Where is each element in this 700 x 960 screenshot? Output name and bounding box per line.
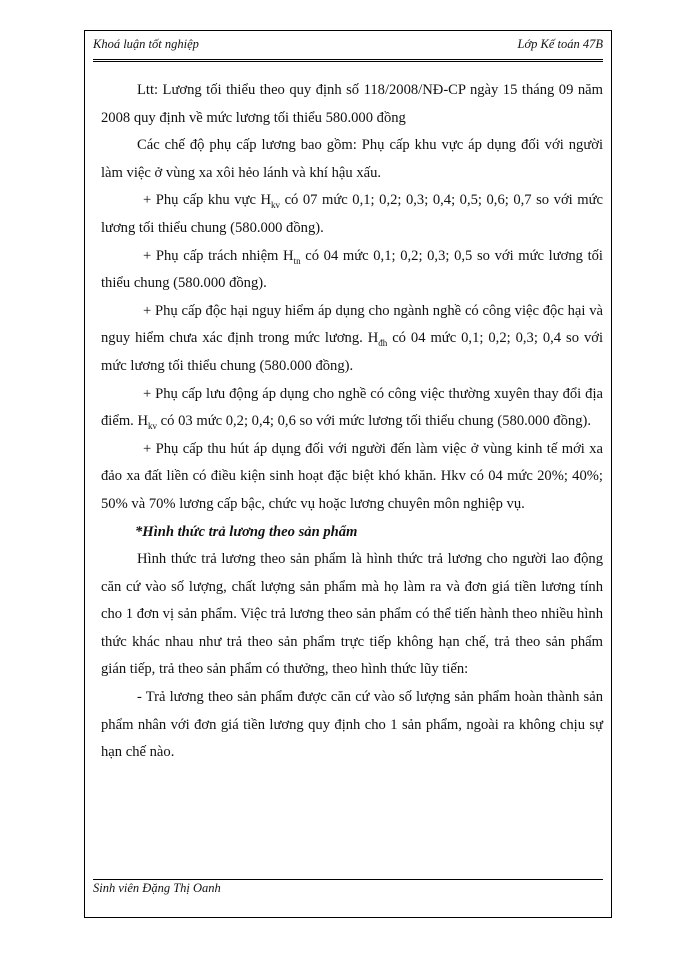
footer-student-name: Sinh viên Đặng Thị Oanh xyxy=(93,881,221,895)
document-page xyxy=(84,30,612,918)
paragraph-minimum-wage: Ltt: Lương tối thiểu theo quy định số 118/2008/NĐ-CP ngày 15 tháng 09 năm 2008 quy định về mức lương tối thiểu 580.000 đồng xyxy=(101,82,603,126)
header-thesis-title: Khoá luận tốt nghiệp xyxy=(93,37,199,51)
footer-divider xyxy=(93,879,603,880)
paragraph-responsibility-allowance: + Phụ cấp trách nhiệm $H_{tn}$ có 04 mức 0,1; 0,2; 0,3; 0,5 so với mức lương tối thiểu chung (580.000 đồng). xyxy=(101,247,603,292)
paragraph-attraction-allowance: + Phụ cấp thu hút áp dụng đối với người đến làm việc ở vùng kinh tế mới xa đảo xa đất liền có điều kiện sinh hoạt đặc biệt khó khăn. Hkv có 04 mức 20%; 40%; 50% và 70% lương cấp bậc, chức vụ hoặc lương chuyên môn nghiệp vụ. xyxy=(101,440,603,512)
header-class-name: Lớp Kế toán 47B xyxy=(517,37,603,51)
header-divider xyxy=(93,59,603,60)
document-body xyxy=(101,77,603,767)
paragraph-hazard-allowance: + Phụ cấp độc hại nguy hiểm áp dụng cho ngành nghề có công việc độc hại và nguy hiểm chưa xác định trong mức lương. $H_{đh}$ có 04 mức 0,1; 0,2; 0,3; 0,4 so với mức lương tối thiểu chung (580.000 đồng). xyxy=(101,302,604,374)
section-heading: *Hình thức trả lương theo sản phẩm xyxy=(135,523,358,540)
paragraph-mobile-allowance: + Phụ cấp lưu động áp dụng cho nghề có công việc thường xuyên thay đổi địa điểm. $H_{kv}$ có 03 mức 0,2; 0,4; 0,6 so với mức lương tối thiểu chung (580.000 đồng). xyxy=(101,385,603,432)
paragraph-piece-rate: Hình thức trả lương theo sản phẩm là hình thức trả lương cho người lao động căn cứ vào số lượng, chất lượng sản phẩm mà họ làm ra và đơn giá tiền lương tính cho 1 đơn vị sản phẩm. Việc trả lương theo sản phẩm có thể tiến hành theo nhiều hình thức khác nhau như trả theo sản phẩm trực tiếp không hạn chế, trả theo sản phẩm gián tiếp, trả theo sản phẩm có thưởng, theo hình thức lũy tiến: xyxy=(101,551,603,678)
paragraph-piece-rate-direct: - Trả lương theo sản phẩm được căn cứ vào số lượng sản phẩm hoàn thành sản phẩm nhân với đơn giá tiền lương quy định cho 1 sản phẩm, ngoài ra không chịu sự hạn chế nào. xyxy=(101,689,603,761)
paragraph-regional-allowance: + Phụ cấp khu vực $H_{kv}$ có 07 mức 0,1; 0,2; 0,3; 0,4; 0,5; 0,6; 0,7 so với mức lương tối thiểu chung (580.000 đồng). xyxy=(101,192,603,236)
paragraph-allowances-intro: Các chế độ phụ cấp lương bao gồm: Phụ cấp khu vực áp dụng đối với người làm việc ở vùng xa xôi hẻo lánh và khí hậu xấu. xyxy=(101,137,603,181)
